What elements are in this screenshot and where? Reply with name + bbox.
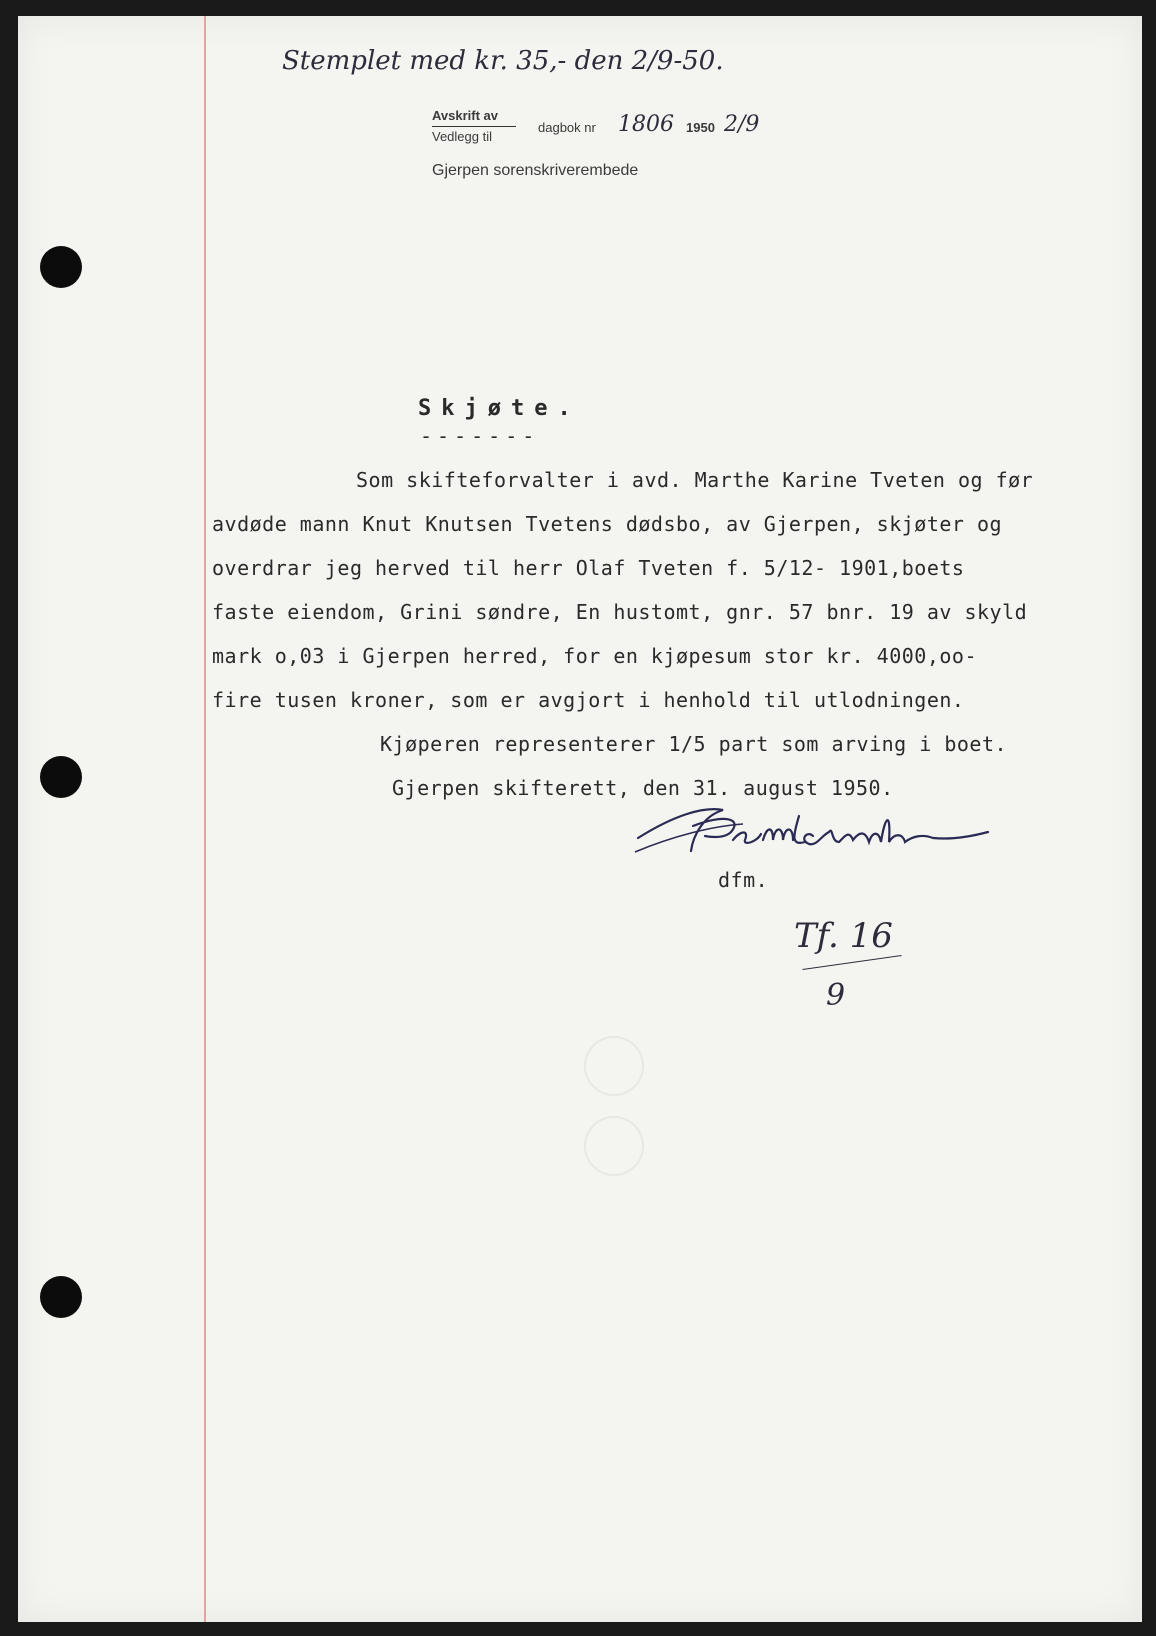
punch-hole-top <box>40 246 82 288</box>
signature <box>633 796 993 866</box>
title-underline: ------- <box>420 424 540 448</box>
margin-note-bottom: 9 <box>826 978 846 1013</box>
body-line-4: faste eiendom, Grini søndre, En hustomt, gnr. 57 bnr. 19 av skyld <box>212 600 1028 624</box>
handwritten-note: Stemplet med kr. 35,- den 2/9-50. <box>282 46 724 76</box>
stamp-dagbok-number: 1806 <box>618 112 674 137</box>
document-title: Skjøte. <box>418 396 581 421</box>
stamp-dagbok-label: dagbok nr <box>538 120 596 135</box>
body-line-3: overdrar jeg herved til herr Olaf Tveten f. 5/12- 1901,boets <box>212 556 965 580</box>
bleed-through-mark <box>584 1116 644 1176</box>
stamp-line-vedlegg: Vedlegg til <box>432 129 492 144</box>
punch-hole-middle <box>40 756 82 798</box>
margin-note-top: Tf. 16 <box>794 916 893 956</box>
stamp-date: 2/9 <box>724 112 760 137</box>
stamp-line-avskrift: Avskrift av <box>432 108 498 123</box>
stamp-rule <box>432 126 516 127</box>
body-line-6: fire tusen kroner, som er avgjort i henhold til utlodningen. <box>212 688 965 712</box>
closing-line-1: Kjøperen representerer 1/5 part som arving i boet. <box>380 732 1008 756</box>
body-line-1: Som skifteforvalter i avd. Marthe Karine Tveten og før <box>356 468 1034 492</box>
signature-title: dfm. <box>718 868 769 892</box>
stamp-year: 1950 <box>686 120 715 135</box>
closing-line-2: Gjerpen skifterett, den 31. august 1950. <box>392 776 894 800</box>
document-page <box>18 16 1142 1622</box>
margin-note-rule <box>802 955 901 970</box>
body-line-5: mark o,03 i Gjerpen herred, for en kjøpesum stor kr. 4000,oo- <box>212 644 978 668</box>
punch-hole-bottom <box>40 1276 82 1318</box>
stamp-office: Gjerpen sorenskriverembede <box>432 162 639 179</box>
bleed-through-mark <box>584 1036 644 1096</box>
margin-line <box>204 16 206 1622</box>
body-line-2: avdøde mann Knut Knutsen Tvetens dødsbo, av Gjerpen, skjøter og <box>212 512 1003 536</box>
